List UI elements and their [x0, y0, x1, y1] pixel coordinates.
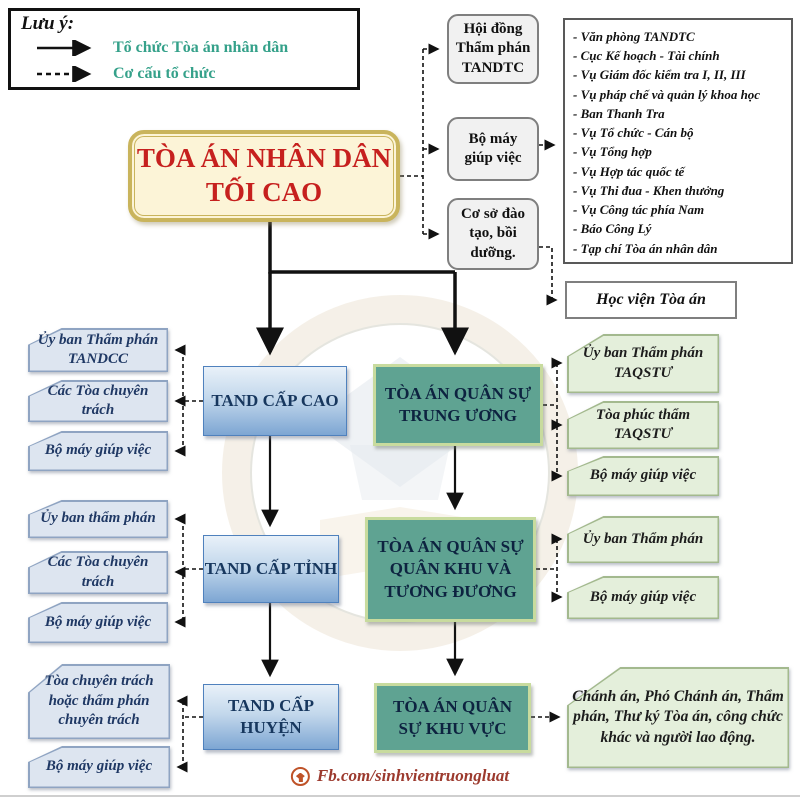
- node-left-group2-item3: Bộ máy giúp việc: [28, 602, 168, 643]
- node-tand-cap-tinh: TAND CẤP TỈNH: [203, 535, 339, 603]
- node-right-group1-item2: Tòa phúc thẩm TAQSTƯ: [567, 401, 719, 449]
- node-left-group1-item2: Các Tòa chuyên trách: [28, 380, 168, 422]
- node-left-group3-item1: Tòa chuyên trách hoặc thẩm phán chuyên trách: [28, 664, 170, 739]
- department-item: - Vụ Giám đốc kiểm tra I, II, III: [573, 67, 746, 83]
- department-item: - Báo Công Lý: [573, 221, 652, 237]
- node-right-group1-item3: Bộ máy giúp việc: [567, 456, 719, 496]
- connector-root-branch: [270, 222, 455, 352]
- node-support-apparatus: Bộ máy giúp việc: [447, 117, 539, 181]
- node-court-academy: Học viện Tòa án: [565, 281, 737, 319]
- node-tand-cap-cao: TAND CẤP CAO: [203, 366, 347, 436]
- node-left-group3-item2: Bộ máy giúp việc: [28, 746, 170, 788]
- node-left-group1-item3: Bộ máy giúp việc: [28, 431, 168, 471]
- department-item: - Vụ Tổ chức - Cán bộ: [573, 125, 694, 141]
- department-item: - Vụ Công tác phía Nam: [573, 202, 705, 218]
- node-right-group2-item1: Ủy ban Thẩm phán: [567, 516, 719, 563]
- departments-list-box: [563, 18, 793, 264]
- node-supreme-court: [128, 130, 400, 222]
- graduation-cap-logo-icon: [291, 767, 310, 786]
- node-training-facility: Cơ sở đào tạo, bồi dưỡng.: [447, 198, 539, 270]
- node-right-group3-personnel: Chánh án, Phó Chánh án, Thẩm phán, Thư ký Tòa án, công chức khác và người lao động.: [567, 667, 789, 768]
- department-item: - Tạp chí Tòa án nhân dân: [573, 240, 718, 256]
- department-item: - Ban Thanh Tra: [573, 105, 665, 121]
- footer-facebook-text: Fb.com/sinhvientruongluat: [316, 766, 510, 785]
- legend-label-organization: Tổ chức Tòa án nhân dân: [113, 39, 289, 56]
- node-left-group2-item2: Các Tòa chuyên trách: [28, 551, 168, 594]
- department-item: - Cục Kế hoạch - Tài chính: [573, 48, 720, 64]
- node-left-group2-item1: Ủy ban thẩm phán: [28, 500, 168, 538]
- legend-title: Lưu ý:: [21, 13, 75, 34]
- node-supreme-court-label: TÒA ÁN NHÂN DÂN TỐI CAO: [136, 143, 392, 207]
- legend-box: [8, 8, 360, 90]
- department-item: - Vụ Thi đua - Khen thưởng: [573, 182, 725, 198]
- solid-arrow-icon: [33, 40, 99, 56]
- node-military-court-area: TÒA ÁN QUÂN SỰ KHU VỰC: [374, 683, 531, 753]
- node-judges-council: Hội đồng Thẩm phán TANDTC: [447, 14, 539, 84]
- node-left-group1-item1: Ủy ban Thẩm phán TANDCC: [28, 328, 168, 372]
- department-item: - Văn phòng TANDTC: [573, 29, 695, 44]
- node-military-court-central: TÒA ÁN QUÂN SỰ TRUNG ƯƠNG: [373, 364, 543, 446]
- dashed-arrow-icon: [33, 66, 99, 82]
- bottom-divider: [0, 795, 800, 797]
- node-right-group1-item1: Ủy ban Thẩm phán TAQSTƯ: [567, 334, 719, 393]
- node-military-court-region: TÒA ÁN QUÂN SỰ QUÂN KHU VÀ TƯƠNG ĐƯƠNG: [365, 517, 536, 622]
- legend-label-structure: Cơ cấu tổ chức: [113, 65, 216, 82]
- department-item: - Vụ Hợp tác quốc tế: [573, 163, 685, 179]
- node-right-group2-item2: Bộ máy giúp việc: [567, 576, 719, 619]
- node-tand-cap-huyen: TAND CẤP HUYỆN: [203, 684, 339, 750]
- department-item: - Vụ Tổng hợp: [573, 144, 652, 160]
- footer: [291, 766, 509, 786]
- department-item: - Vụ pháp chế và quản lý khoa học: [573, 86, 761, 102]
